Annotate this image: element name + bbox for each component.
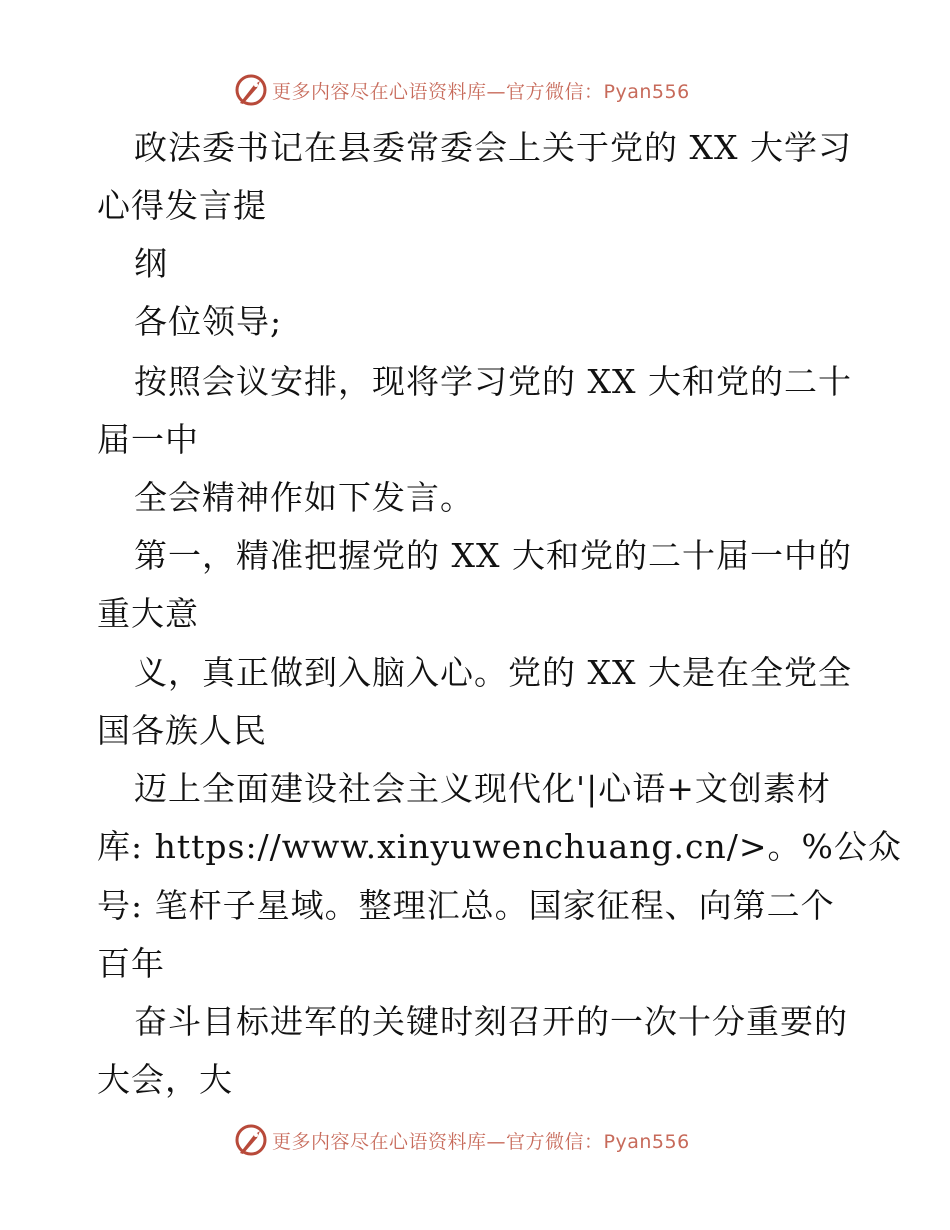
paragraph-line: 大会，大 — [97, 1060, 233, 1099]
header-watermark — [234, 72, 690, 108]
footer-watermark — [234, 1122, 690, 1158]
paragraph-line: 重大意 — [97, 594, 199, 633]
paragraph-line: 国各族人民 — [97, 711, 267, 750]
title-line-end: 纲 — [134, 244, 168, 283]
paragraph-line: 迈上全面建设社会主义现代化'|心语+文创素材 — [134, 769, 831, 808]
pen-nib-circle-icon — [234, 73, 268, 107]
paragraph-line: 库: https://www.xinyuwenchuang.cn/>。%公众 — [97, 827, 902, 866]
paragraph-line: 百年 — [97, 944, 165, 983]
paragraph-line: 号: 笔杆子星域。整理汇总。国家征程、向第二个 — [97, 886, 835, 925]
watermark-text: 更多内容尽在心语资料库—官方微信：Pyan556 — [272, 1130, 690, 1153]
paragraph-line: 届一中 — [97, 420, 199, 459]
paragraph-line: 按照会议安排，现将学习党的 XX 大和党的二十 — [134, 362, 852, 401]
watermark-text: 更多内容尽在心语资料库—官方微信：Pyan556 — [272, 80, 690, 103]
paragraph-line: 全会精神作如下发言。 — [134, 478, 474, 517]
pen-nib-circle-icon — [234, 1123, 268, 1157]
paragraph-line: 奋斗目标进军的关键时刻召开的一次十分重要的 — [134, 1002, 848, 1041]
title-line: 政法委书记在县委常委会上关于党的 XX 大学习 — [134, 128, 852, 167]
paragraph-line: 第一，精准把握党的 XX 大和党的二十届一中的 — [134, 536, 852, 575]
paragraph-line: 义，真正做到入脑入心。党的 XX 大是在全党全 — [134, 653, 852, 692]
salutation: 各位领导; — [134, 302, 283, 341]
title-line-continued: 心得发言提 — [97, 186, 267, 225]
